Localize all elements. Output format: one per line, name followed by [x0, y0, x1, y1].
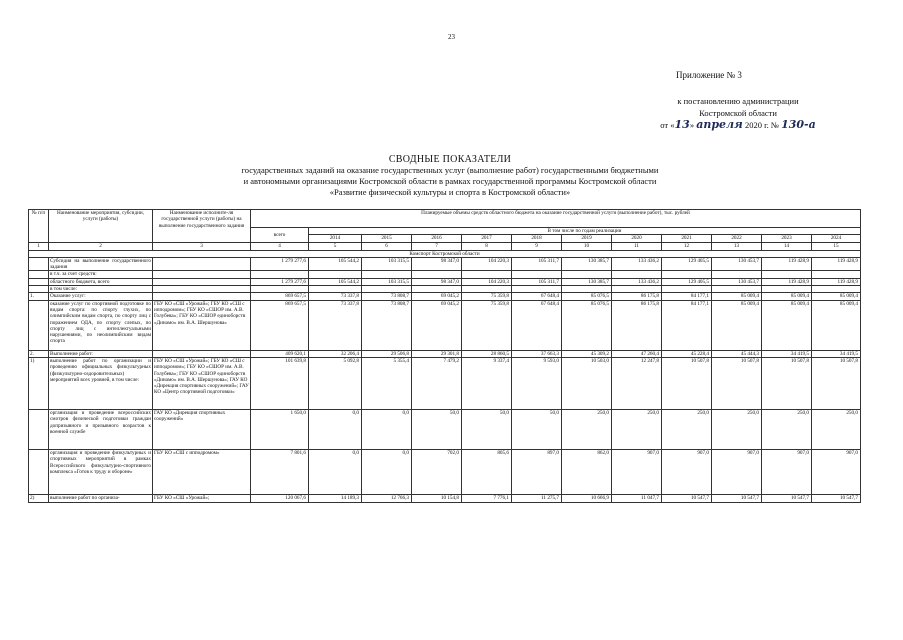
row-executor [153, 271, 251, 278]
row-value: 7 801,6 [251, 449, 309, 494]
row-number [29, 286, 49, 293]
row-value: 50,0 [412, 409, 462, 449]
row-value [562, 271, 612, 278]
row-value: 85 009,4 [812, 293, 861, 300]
table-row [29, 409, 861, 449]
row-value: 5 355,4 [362, 357, 412, 409]
header-no: № п/п [29, 210, 49, 243]
row-executor [153, 278, 251, 285]
table-row [29, 286, 861, 293]
column-number: 2 [49, 243, 153, 250]
row-value: 120 067,6 [251, 494, 309, 502]
row-value: 12 247,8 [612, 357, 662, 409]
row-value: 129 405,5 [662, 278, 712, 285]
header-year: 2022 [712, 235, 762, 243]
table-row [29, 350, 861, 357]
row-value: 130 453,7 [712, 257, 762, 271]
row-value [612, 286, 662, 293]
row-value: 10 666,9 [562, 494, 612, 502]
row-executor: ГБУ КО «СШ «Урожай»; ГБУ КО «СШ с ипподромом»; ГБУ КО «СШОР им. А.В. Голубева»; ГБУ КО «СШОР единоборств «Динамо» им. В.А. Шершунова» [153, 300, 251, 350]
row-value: 5 092,8 [309, 357, 362, 409]
row-value: 85 076,5 [562, 300, 612, 350]
row-value [462, 286, 512, 293]
row-value: 104 220,3 [462, 278, 512, 285]
handwritten-day: 13 [674, 118, 690, 131]
column-number: 9 [512, 243, 562, 250]
row-value: 130 385,7 [562, 257, 612, 271]
column-number: 15 [812, 243, 861, 250]
row-value: 85 009,4 [812, 300, 861, 350]
date-prefix: от « [660, 120, 675, 130]
row-value: 0,0 [309, 449, 362, 494]
row-value: 133 436,2 [612, 257, 662, 271]
section-caption: Комспорт Костромской области [29, 250, 861, 257]
handwritten-month: апреля [696, 118, 743, 131]
row-value: 85 009,4 [762, 293, 812, 300]
row-value: 119 428,9 [762, 278, 812, 285]
row-value: 105 544,2 [309, 278, 362, 285]
row-value [362, 286, 412, 293]
row-name: в т.ч. за счет средств: [49, 271, 153, 278]
row-value [412, 271, 462, 278]
table-row [29, 278, 861, 285]
row-value: 119 428,9 [812, 278, 861, 285]
header-years-caption: В том числе по годам реализации [309, 228, 861, 235]
row-value: 10 154,8 [412, 494, 462, 502]
row-value: 1 279 277,6 [251, 257, 309, 271]
row-value: 10 547,7 [712, 494, 762, 502]
summary-table [28, 209, 861, 503]
heading-line3: и автономными организациями Костромской области в рамках государственной программы Костромской области [243, 176, 657, 186]
row-value: 10 547,7 [662, 494, 712, 502]
row-value: 105 311,7 [512, 257, 562, 271]
row-value: 250,0 [712, 409, 762, 449]
header-year: 2019 [562, 235, 612, 243]
header-year: 2015 [362, 235, 412, 243]
column-number: 8 [462, 243, 512, 250]
row-value: 37 663,3 [512, 350, 562, 357]
row-value: 250,0 [812, 409, 861, 449]
row-value: 84 177,1 [662, 293, 712, 300]
handwritten-number: 130-а [781, 118, 816, 131]
row-value [362, 271, 412, 278]
row-name: Субсидия на выполнение государственного задания [50, 257, 151, 271]
row-value: 10 507,8 [812, 357, 861, 409]
row-value: 409 620,1 [251, 350, 309, 357]
header-executor: Наименование исполните-ля государственной услуги (работы) на выполнение государственного задания [153, 210, 251, 243]
table-row [29, 293, 861, 300]
header-year: 2020 [612, 235, 662, 243]
row-value: 47 260,4 [612, 350, 662, 357]
row-value: 130 453,7 [712, 278, 762, 285]
row-value [512, 271, 562, 278]
column-number: 13 [712, 243, 762, 250]
row-executor [153, 350, 251, 357]
row-value: 45 444,3 [712, 350, 762, 357]
date-mid: » [689, 120, 697, 130]
row-number [29, 409, 49, 449]
row-value: 28 860,5 [462, 350, 512, 357]
row-value: 119 428,9 [812, 257, 861, 271]
row-value: 907,0 [812, 449, 861, 494]
column-number: 10 [562, 243, 612, 250]
row-value: 805,6 [462, 449, 512, 494]
table-row [29, 494, 861, 502]
row-executor: ГБУ КО «СШ с ипподромом» [153, 449, 251, 494]
row-value [762, 271, 812, 278]
row-value: 869 657,5 [251, 293, 309, 300]
row-executor [153, 293, 251, 300]
table-row [29, 271, 861, 278]
row-value: 34 419,5 [762, 350, 812, 357]
row-value: 907,0 [712, 449, 762, 494]
row-value [812, 271, 861, 278]
row-value [812, 286, 861, 293]
row-value: 29 301,8 [412, 350, 462, 357]
row-number [29, 257, 49, 271]
row-value: 86 175,8 [612, 300, 662, 350]
row-value [309, 286, 362, 293]
header-year: 2024 [812, 235, 861, 243]
row-value: 10 507,8 [762, 357, 812, 409]
column-number: 12 [662, 243, 712, 250]
row-value: 103 315,5 [362, 257, 412, 271]
row-value: 105 544,2 [309, 257, 362, 271]
row-value: 73 337,8 [309, 293, 362, 300]
column-number: 1 [29, 243, 49, 250]
row-value: 75 359,8 [462, 300, 512, 350]
row-value [251, 271, 309, 278]
column-number: 7 [412, 243, 462, 250]
header-year: 2018 [512, 235, 562, 243]
row-number: 1. [29, 293, 49, 300]
row-value: 250,0 [762, 409, 812, 449]
row-number: 2. [29, 350, 49, 357]
row-value: 907,0 [762, 449, 812, 494]
row-value: 0,0 [362, 409, 412, 449]
row-value: 1 650,0 [251, 409, 309, 449]
header-year: 2021 [662, 235, 712, 243]
row-value: 9 593,0 [512, 357, 562, 409]
row-value: 32 206,4 [309, 350, 362, 357]
row-value: 907,0 [662, 449, 712, 494]
table-row [29, 300, 861, 350]
column-number: 14 [762, 243, 812, 250]
header-total: всего [251, 228, 309, 243]
row-name: выполнение работ по организации и проведению официальных физкультурных (физкультурно-оздоровительных) мероприятий всех уровней, в том числе: [49, 357, 153, 409]
header-year: 2023 [762, 235, 812, 243]
row-value: 119 428,9 [762, 257, 812, 271]
row-value: 10 547,7 [812, 494, 861, 502]
row-value: 45 228,4 [662, 350, 712, 357]
column-number: 3 [153, 243, 251, 250]
column-number: 5 [309, 243, 362, 250]
row-number [29, 278, 49, 285]
table-row [29, 357, 861, 409]
row-name: организация и проведение всероссийских смотров физической подготовки граждан допризывного и призывного возрастов к военной службе [49, 409, 153, 449]
row-value: 130 385,7 [562, 278, 612, 285]
row-value: 10 547,7 [762, 494, 812, 502]
header-year: 2014 [309, 235, 362, 243]
row-value: 907,0 [612, 449, 662, 494]
row-value: 897,0 [512, 449, 562, 494]
row-value [512, 286, 562, 293]
row-name: оказание услуг по спортивной подготовке по видам спорта: по спорту глухих, по олимпийским видам спорта, по спорту лиц с поражением ОДА, по спорту слепых, по спорту лиц с интеллектуальными нарушениями, по неолимпийским видам спорта [49, 300, 153, 350]
document-heading [100, 154, 800, 198]
row-name: Оказание услуг: [49, 293, 153, 300]
row-value [309, 271, 362, 278]
appendix-line2: Костромской области [699, 108, 777, 118]
header-name: Наименование мероприятия, субсидии, услуги (работы) [49, 210, 153, 243]
row-value: 34 419,5 [812, 350, 861, 357]
row-name: Выполнение работ: [49, 350, 153, 357]
row-executor [153, 257, 251, 271]
row-value: 9 337,4 [462, 357, 512, 409]
row-value: 250,0 [612, 409, 662, 449]
column-number: 11 [612, 243, 662, 250]
row-number [29, 271, 49, 278]
row-value: 85 009,4 [712, 300, 762, 350]
row-value: 69 045,2 [412, 293, 462, 300]
row-value: 702,0 [412, 449, 462, 494]
row-value: 869 657,5 [251, 300, 309, 350]
row-name: областного бюджета, всего [49, 278, 153, 285]
row-value: 67 648,4 [512, 293, 562, 300]
row-value: 104 220,3 [462, 257, 512, 271]
appendix-reference [638, 95, 838, 131]
row-number [29, 449, 49, 494]
row-value: 73 808,7 [362, 293, 412, 300]
row-value: 14 189,3 [309, 494, 362, 502]
row-name: организация и проведение физкультурных и спортивных мероприятий в рамках Всероссийского физкультурно-спортивного комплекса «Готов к труду и обороне» [49, 449, 153, 494]
row-value: 11 047,7 [612, 494, 662, 502]
row-value [712, 271, 762, 278]
row-value: 85 076,5 [562, 293, 612, 300]
row-executor: ГБУ КО «СШ «Урожай»; [153, 494, 251, 502]
row-value [712, 286, 762, 293]
row-value [251, 286, 309, 293]
row-value: 1 279 277,6 [251, 278, 309, 285]
header-plan: Планируемые объемы средств областного бюджета на оказание государственной услуги (выполнение работ), тыс. рублей [251, 210, 861, 228]
row-value: 250,0 [562, 409, 612, 449]
row-value: 0,0 [309, 409, 362, 449]
row-executor [153, 286, 251, 293]
row-value: 10 507,8 [712, 357, 762, 409]
row-value: 7 479,2 [412, 357, 462, 409]
row-value: 73 337,8 [309, 300, 362, 350]
row-value: 11 275,7 [512, 494, 562, 502]
row-value [662, 271, 712, 278]
row-value: 10 507,8 [662, 357, 712, 409]
row-value: 0,0 [362, 449, 412, 494]
row-value [462, 271, 512, 278]
row-value [662, 286, 712, 293]
row-value: 98 347,0 [412, 278, 462, 285]
row-value: 7 776,1 [462, 494, 512, 502]
row-value: 45 309,2 [562, 350, 612, 357]
appendix-title: Приложение № 3 [676, 70, 742, 80]
appendix-date [638, 119, 838, 131]
row-name: в том числе: [49, 286, 153, 293]
row-number: 2) [29, 494, 49, 502]
row-value: 69 045,2 [412, 300, 462, 350]
row-value: 12 766,3 [362, 494, 412, 502]
row-value: 101 639,8 [251, 357, 309, 409]
row-value: 73 808,7 [362, 300, 412, 350]
date-year: 2020 г. № [742, 120, 782, 130]
row-value: 85 009,4 [712, 293, 762, 300]
row-value [562, 286, 612, 293]
column-number: 6 [362, 243, 412, 250]
row-value: 250,0 [662, 409, 712, 449]
row-value: 129 405,5 [662, 257, 712, 271]
heading-line2: государственных заданий на оказание государственных услуг (выполнение работ) государственными бюджетными [241, 165, 659, 175]
table-row [29, 449, 861, 494]
row-value: 50,0 [462, 409, 512, 449]
page-number: 23 [448, 33, 455, 41]
heading-line4: «Развитие физической культуры и спорта в Костромской области» [329, 187, 571, 197]
row-value: 86 175,8 [612, 293, 662, 300]
row-value: 29 506,8 [362, 350, 412, 357]
row-value: 84 177,1 [662, 300, 712, 350]
heading-title: СВОДНЫЕ ПОКАЗАТЕЛИ [388, 154, 512, 165]
row-value: 10 503,0 [562, 357, 612, 409]
row-number: 1) [29, 357, 49, 409]
row-value [762, 286, 812, 293]
row-value: 85 009,4 [762, 300, 812, 350]
row-value [412, 286, 462, 293]
row-name: выполнение работ по организа- [49, 494, 153, 502]
row-value: 133 436,2 [612, 278, 662, 285]
row-value: 98 347,0 [412, 257, 462, 271]
row-value: 105 311,7 [512, 278, 562, 285]
table-row [29, 257, 861, 271]
row-value: 862,0 [562, 449, 612, 494]
column-number: 4 [251, 243, 309, 250]
header-year: 2016 [412, 235, 462, 243]
row-value: 75 359,8 [462, 293, 512, 300]
row-value [612, 271, 662, 278]
header-year: 2017 [462, 235, 512, 243]
row-value: 67 648,4 [512, 300, 562, 350]
appendix-line1: к постановлению администрации [677, 96, 799, 106]
row-executor: ГАУ КО «Дирекция спортивных сооружений» [153, 409, 251, 449]
row-number [29, 300, 49, 350]
row-executor: ГБУ КО «СШ «Урожай»; ГБУ КО «СШ с ипподромом»; ГБУ КО «СШОР им. А.В. Голубева»; ГБУ КО «СШОР единоборств «Динамо» им. В.А. Шершунова»; ГАУ КО «Дирекция спортивных сооружений»; ГАУ КО «Центр спортивной подготовки» [153, 357, 251, 409]
row-value: 50,0 [512, 409, 562, 449]
row-value: 103 315,5 [362, 278, 412, 285]
